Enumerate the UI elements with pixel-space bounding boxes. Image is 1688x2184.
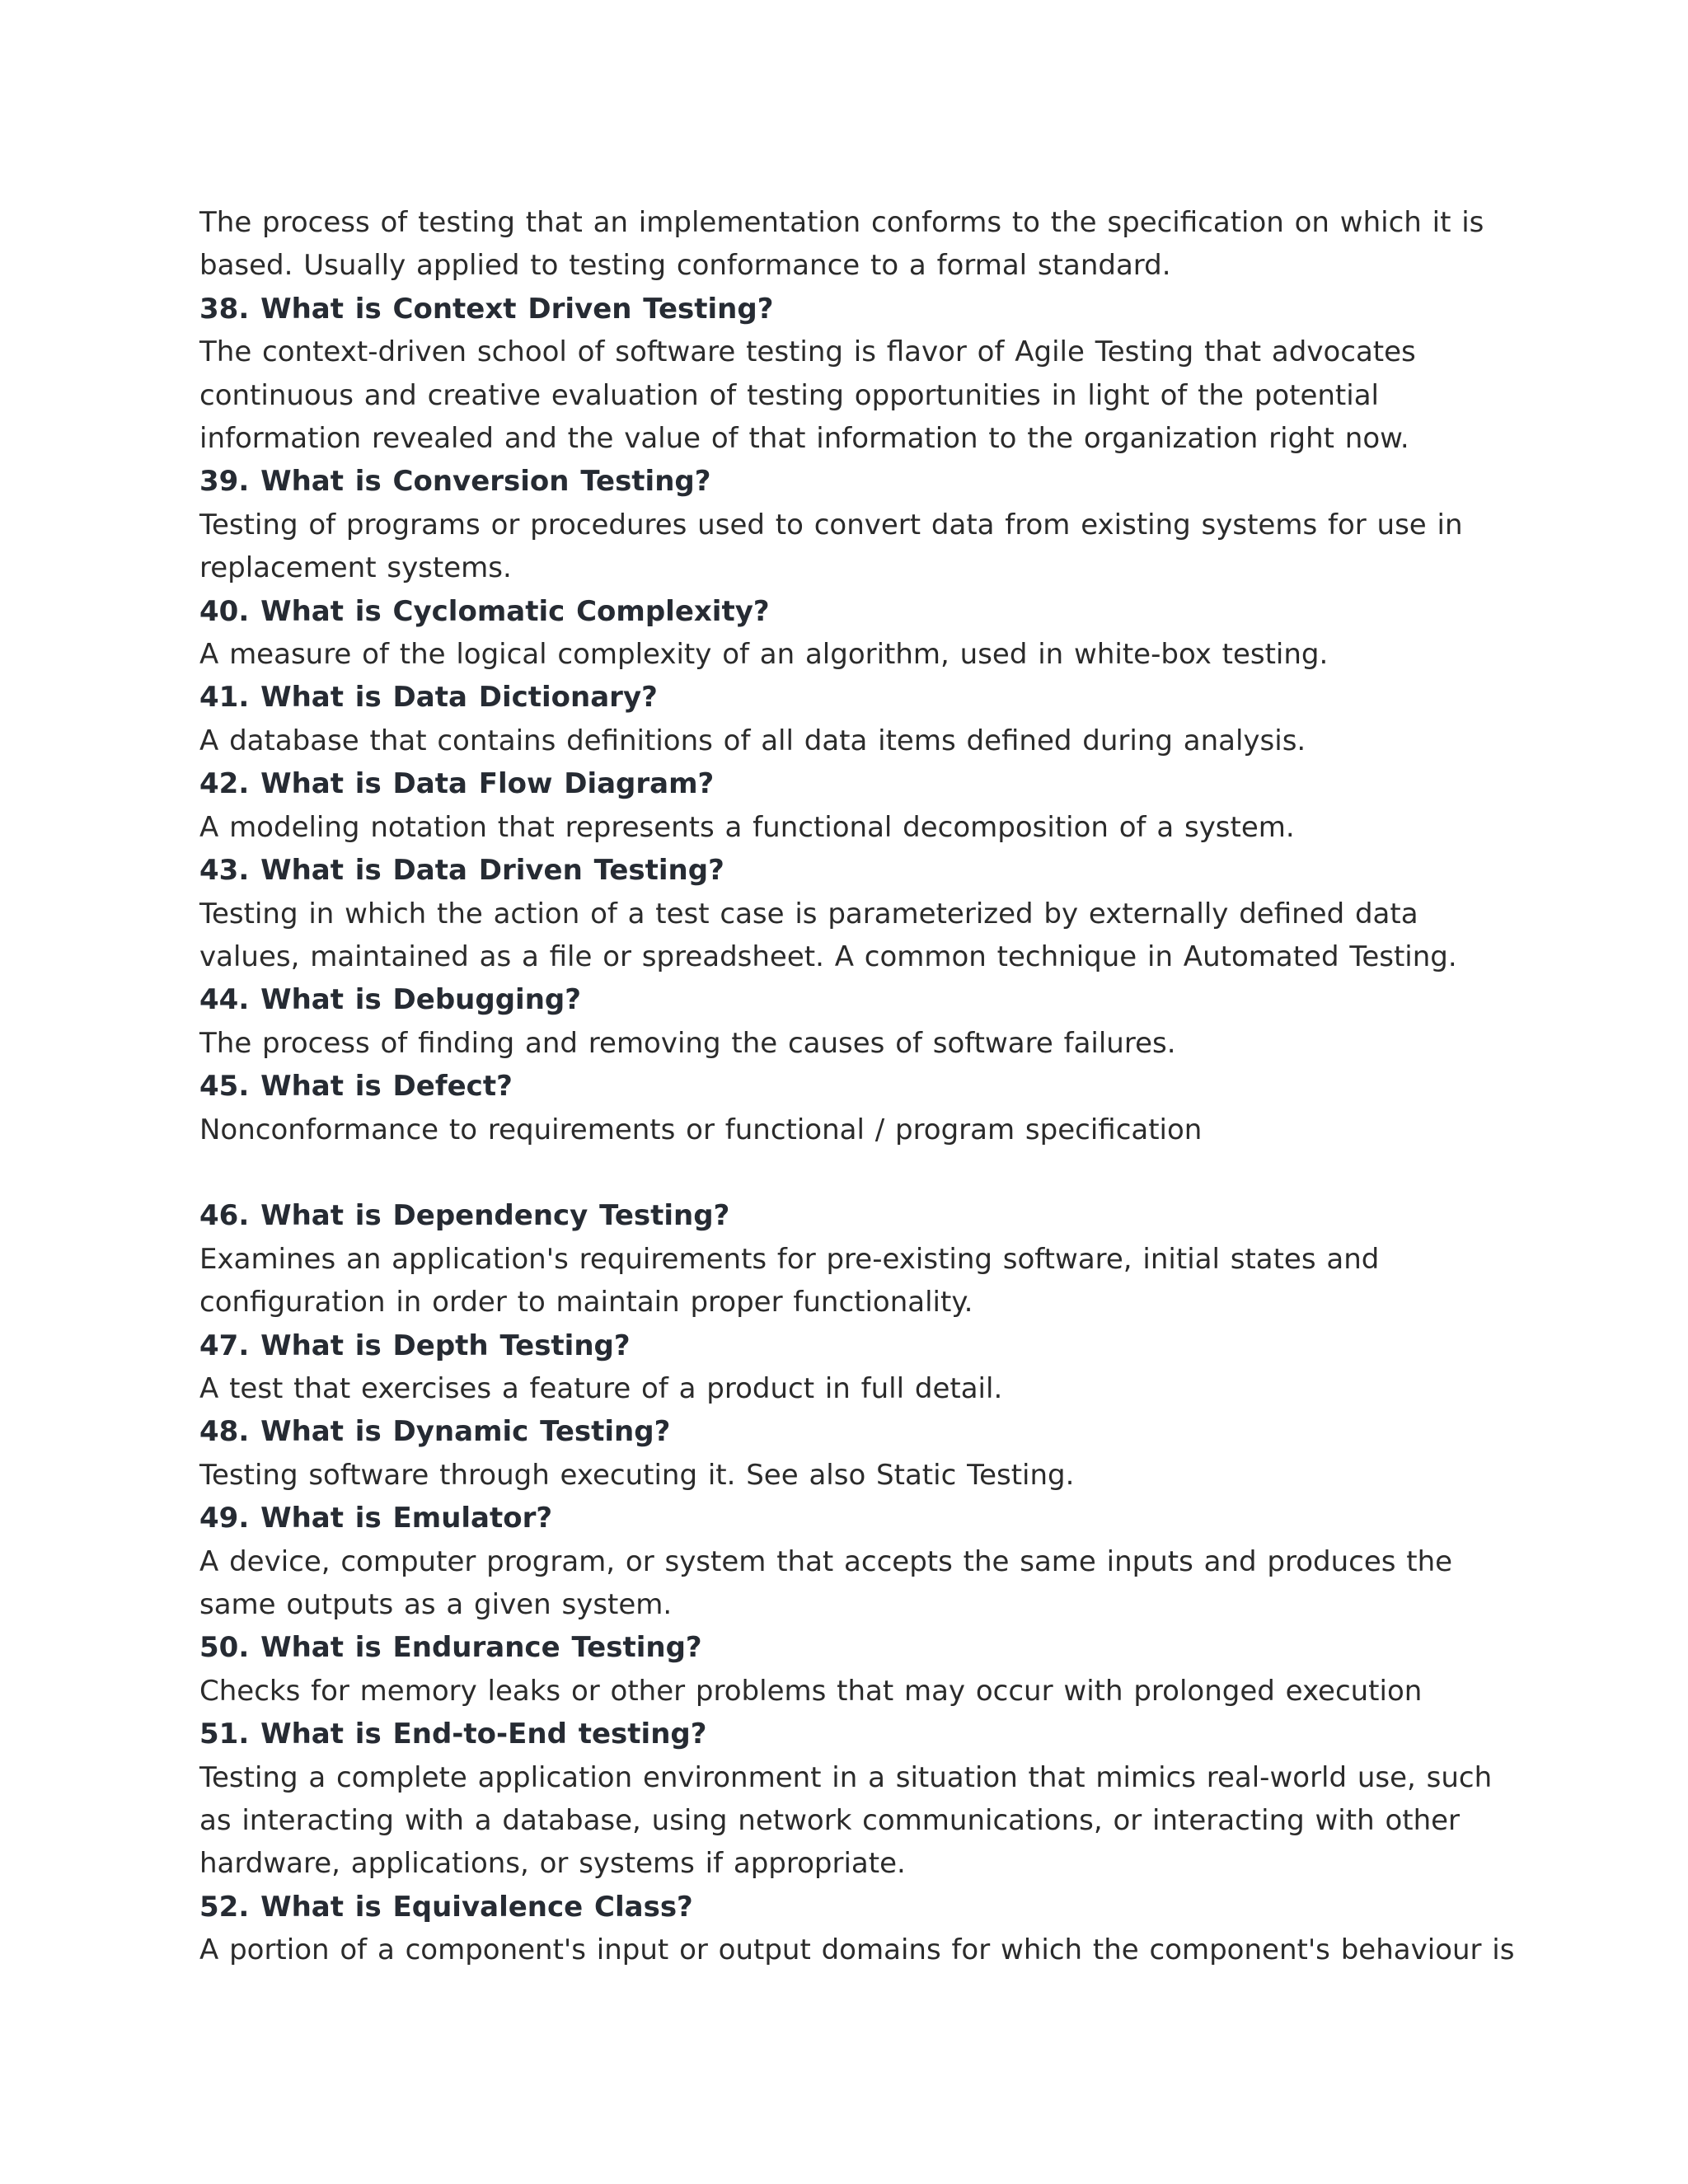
answer-49-line: same outputs as a given system. (199, 1587, 673, 1621)
answer-51-line: as interacting with a database, using network communications, or interacting with other (199, 1804, 1461, 1838)
answer-40-line: A measure of the logical complexity of an algorithm, used in white-box testing. (199, 638, 1329, 672)
answer-50-line: Checks for memory leaks or other problems that may occur with prolonged execution (199, 1674, 1423, 1708)
question-40-heading: 40. What is Cyclomatic Complexity? (199, 594, 770, 628)
question-43-heading: 43. What is Data Driven Testing? (199, 854, 724, 888)
question-51-heading: 51. What is End-to-End testing? (199, 1718, 707, 1751)
question-47-heading: 47. What is Depth Testing? (199, 1329, 631, 1362)
answer-48-line: Testing software through executing it. See also Static Testing. (199, 1458, 1075, 1492)
question-50-heading: 50. What is Endurance Testing? (199, 1631, 702, 1665)
intro-line: based. Usually applied to testing conformance to a formal standard. (199, 249, 1171, 283)
question-39-heading: 39. What is Conversion Testing? (199, 465, 711, 499)
answer-46-line: Examines an application's requirements for pre-existing software, initial states and (199, 1242, 1380, 1276)
question-44-heading: 44. What is Debugging? (199, 983, 581, 1017)
answer-45-line: Nonconformance to requirements or functional / program specification (199, 1113, 1203, 1146)
answer-38-line: information revealed and the value of that information to the organization right now. (199, 422, 1409, 456)
answer-52-line: A portion of a component's input or output domains for which the component's behaviour is (199, 1933, 1515, 1967)
answer-38-line: continuous and creative evaluation of testing opportunities in light of the potential (199, 378, 1379, 412)
answer-41-line: A database that contains definitions of all data items defined during analysis. (199, 724, 1306, 757)
answer-43-line: values, maintained as a file or spreadsheet. A common technique in Automated Testing. (199, 940, 1457, 973)
question-52-heading: 52. What is Equivalence Class? (199, 1890, 693, 1924)
answer-39-line: replacement systems. (199, 551, 512, 585)
answer-42-line: A modeling notation that represents a functional decomposition of a system. (199, 810, 1295, 844)
answer-46-line: configuration in order to maintain proper functionality. (199, 1286, 973, 1319)
question-48-heading: 48. What is Dynamic Testing? (199, 1415, 671, 1449)
question-42-heading: 42. What is Data Flow Diagram? (199, 767, 715, 801)
question-46-heading: 46. What is Dependency Testing? (199, 1199, 730, 1233)
answer-51-line: Testing a complete application environment in a situation that mimics real-world use, such (199, 1760, 1493, 1794)
question-45-heading: 45. What is Defect? (199, 1070, 513, 1104)
answer-44-line: The process of finding and removing the causes of software failures. (199, 1026, 1176, 1060)
answer-38-line: The context-driven school of software testing is flavor of Agile Testing that advocates (199, 335, 1416, 369)
question-49-heading: 49. What is Emulator? (199, 1502, 553, 1535)
intro-line: The process of testing that an implementation conforms to the specification on which it is (199, 206, 1484, 239)
document-body (199, 201, 1515, 1972)
answer-49-line: A device, computer program, or system that accepts the same inputs and produces the (199, 1544, 1453, 1578)
blank-line-spacer (199, 1151, 1502, 1194)
question-41-heading: 41. What is Data Dictionary? (199, 681, 658, 715)
answer-51-line: hardware, applications, or systems if appropriate. (199, 1847, 906, 1881)
answer-43-line: Testing in which the action of a test case is parameterized by externally defined data (199, 897, 1418, 930)
answer-47-line: A test that exercises a feature of a product in full detail. (199, 1371, 1003, 1405)
question-38-heading: 38. What is Context Driven Testing? (199, 292, 774, 326)
answer-39-line: Testing of programs or procedures used to convert data from existing systems for use in (199, 508, 1463, 541)
